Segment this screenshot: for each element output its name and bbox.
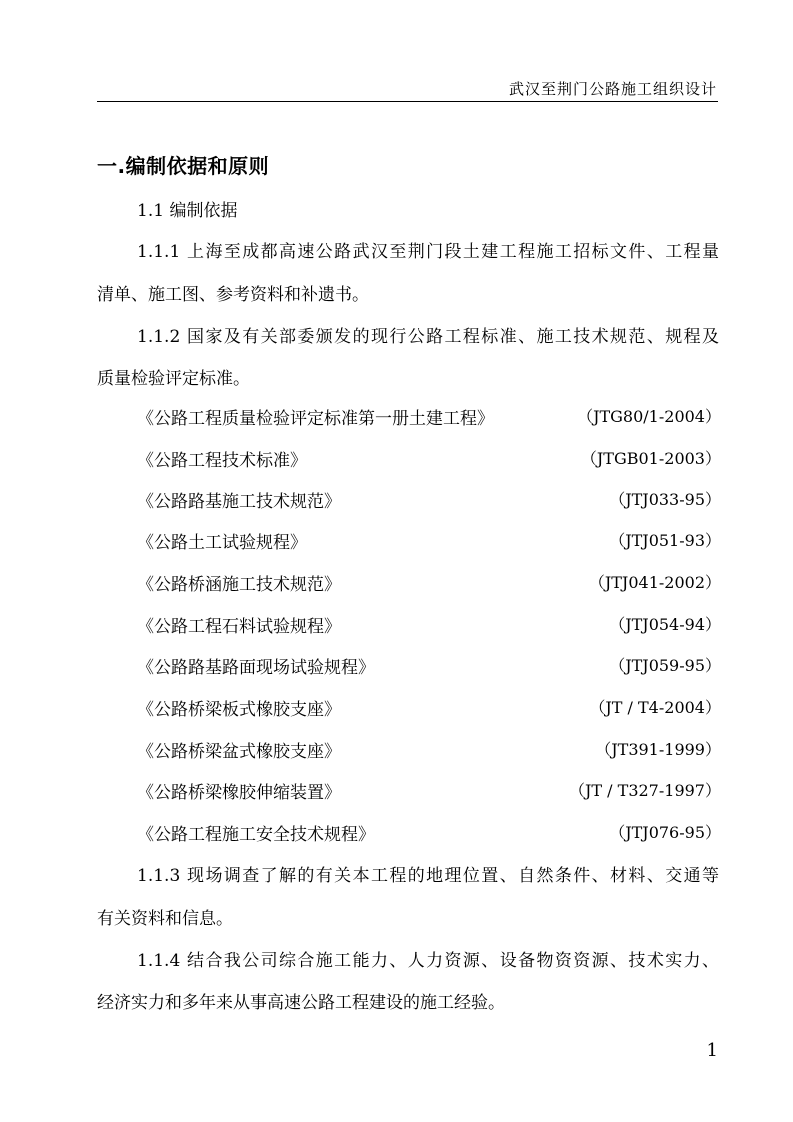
paragraph-1-1-1-line-2: 清单、施工图、参考资料和补遗书。 [97,285,369,305]
paragraph-1-1-1-line-1: 1.1.1 上海至成都高速公路武汉至荆门段土建工程施工招标文件、工程量 [137,242,719,262]
standard-code: （JTJ054-94） [609,615,721,634]
paragraph-1-1-4-line-2: 经济实力和多年来从事高速公路工程建设的施工经验。 [97,993,505,1013]
paragraph-1-1-2-line-2: 质量检验评定标准。 [97,369,250,389]
standard-row [137,528,721,553]
standard-name: 《公路工程施工安全技术规程》 [137,825,375,845]
standard-code: （JTJ033-95） [609,490,721,509]
standard-name: 《公路桥涵施工技术规范》 [137,575,341,595]
standard-row [137,487,721,512]
standard-name: 《公路桥梁盆式橡胶支座》 [137,742,341,762]
chapter-heading: 一.编制依据和原则 [97,154,270,178]
standard-code: （JTJ041-2002） [588,573,721,592]
standard-row [137,778,721,803]
standard-name: 《公路路基路面现场试验规程》 [137,658,375,678]
standard-code: （JT / T4-2004） [589,698,721,717]
standard-name: 《公路土工试验规程》 [137,533,307,553]
section-title-1-1: 1.1 编制依据 [137,201,238,221]
standard-row [137,653,721,678]
standard-row [137,820,721,845]
standard-row [137,612,721,637]
standard-row [137,570,721,595]
standard-code: （JT / T327-1997） [569,781,721,800]
standard-name: 《公路桥梁板式橡胶支座》 [137,700,341,720]
paragraph-1-1-2-line-1: 1.1.2 国家及有关部委颁发的现行公路工程标准、施工技术规范、规程及 [137,327,719,347]
standard-code: （JT391-1999） [595,740,721,759]
standard-row [137,737,721,762]
standard-row [137,404,721,429]
standard-row [137,695,721,720]
standard-row [137,446,721,471]
standard-name: 《公路桥梁橡胶伸缩装置》 [137,783,341,803]
standard-code: （JTJ059-95） [609,656,721,675]
standard-name: 《公路工程质量检验评定标准第一册土建工程》 [137,409,494,429]
paragraph-1-1-4-line-1: 1.1.4 结合我公司综合施工能力、人力资源、设备物资资源、技术实力、 [137,951,719,971]
paragraph-1-1-3-line-1: 1.1.3 现场调查了解的有关本工程的地理位置、自然条件、材料、交通等 [137,866,719,886]
standard-name: 《公路工程石料试验规程》 [137,617,341,637]
standard-name: 《公路路基施工技术规范》 [137,492,341,512]
standard-code: （JTGB01-2003） [580,449,721,468]
standard-code: （JTJ076-95） [609,823,721,842]
standard-code: （JTJ051-93） [609,531,721,550]
paragraph-1-1-3-line-2: 有关资料和信息。 [97,909,233,929]
standard-code: （JTG80/1-2004） [577,407,721,426]
header-title: 武汉至荆门公路施工组织设计 [508,80,717,98]
standard-name: 《公路工程技术标准》 [137,451,307,471]
page-number: 1 [706,1040,718,1061]
header-divider [97,101,718,102]
